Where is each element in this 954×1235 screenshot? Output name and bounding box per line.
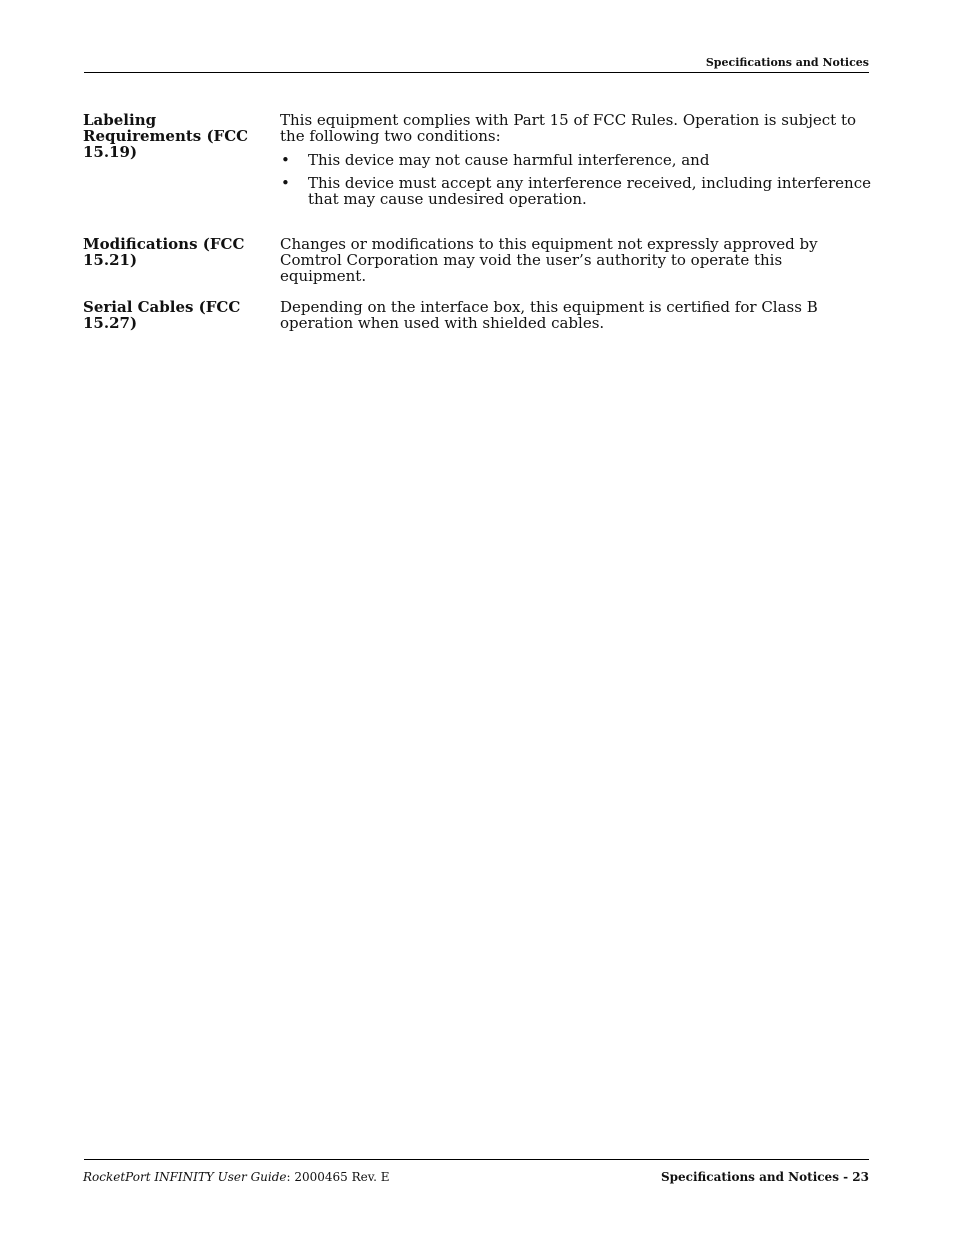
section-paragraph: Changes or modifications to this equipment not expressly approved by Comtrol Corporation may void the user’s authority to operate this equipment. — [280, 235, 818, 285]
section-heading: Serial Cables (FCC 15.27) — [83, 298, 241, 332]
footer-guide-info — [83, 1170, 390, 1184]
guide-title: RocketPort INFINITY User Guide — [83, 1170, 287, 1184]
section-body — [280, 299, 872, 331]
document-number: : 2000465 Rev. E — [286, 1170, 390, 1184]
list-item-text: This device must accept any interference received, including interference that may cause undesired operation. — [308, 174, 871, 208]
list-item-text: This device may not cause harmful interference, and — [308, 151, 710, 169]
section-heading: Labeling Requirements (FCC 15.19) — [83, 111, 249, 161]
running-head: Specifications and Notices — [705, 56, 869, 69]
footer-page-label: Specifications and Notices - 23 — [660, 1170, 869, 1184]
section-paragraph: Depending on the interface box, this equipment is certified for Class B operation when used with shielded cables. — [280, 298, 818, 332]
bullet-icon: • — [281, 174, 290, 192]
footer-rule — [84, 1159, 869, 1160]
conditions-list — [280, 152, 872, 207]
section-paragraph: This equipment complies with Part 15 of FCC Rules. Operation is subject to the following two conditions: — [280, 111, 857, 145]
header-rule — [84, 72, 869, 73]
section-body — [280, 236, 872, 284]
bullet-icon: • — [281, 151, 290, 169]
section-heading: Modifications (FCC 15.21) — [83, 235, 245, 269]
list-item — [280, 175, 872, 207]
section-body — [280, 112, 872, 214]
list-item — [280, 152, 872, 168]
